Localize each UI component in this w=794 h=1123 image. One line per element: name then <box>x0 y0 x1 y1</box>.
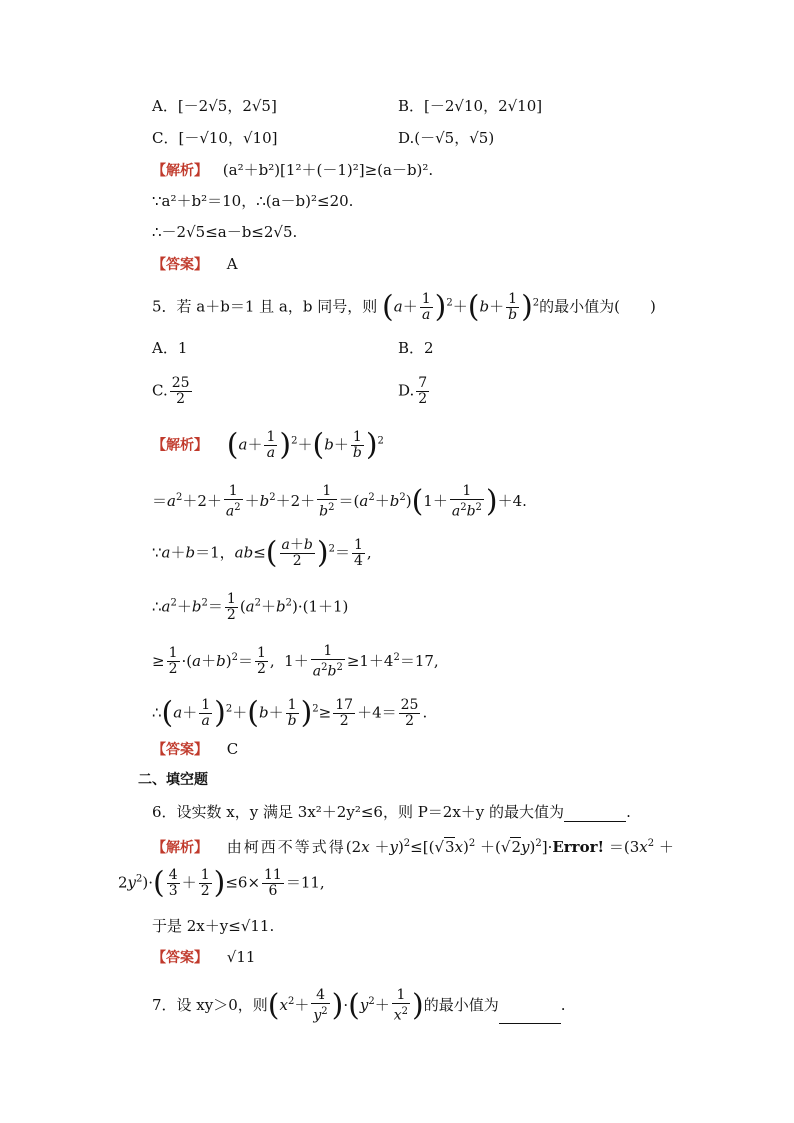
q7-stem-start: 7．设 xy＞0，则 <box>152 995 268 1014</box>
q5-analysis-line-1: 【解析】 (a＋ $\frac{1}{a}$ )$^2$＋(b＋ $\frac{1}{b}$ )$^2$ <box>152 427 384 463</box>
q5-analysis-line-4: $\therefore a^2+b^2=$ $\frac{1}{2}$ $(a^2+b^2)\cdot(1+1)$ <box>152 591 349 623</box>
q4-option-b: B．[－2√10，2√10] <box>398 97 543 115</box>
q4-analysis-line-3: ∴－2√5≤a－b≤2√5. <box>152 223 298 241</box>
q5-option-c-prefix: C. <box>152 381 168 400</box>
analysis-label: 【解析】 <box>152 437 208 454</box>
q5-analysis-line-3: ∵a＋b＝1，ab≤( $\frac{a+b}{2}$ )$^2$＝ $\frac{1}{4}$ , <box>152 535 372 571</box>
q5-analysis-line-5: ≥ $\frac{1}{2}$ $\cdot(a+b)^2=$ $\frac{1}{2}$ , 1＋ $\frac{1}{a^2b^2}$ $\ge 1+4^2=17$, <box>152 643 439 680</box>
analysis-label: 【解析】 <box>152 163 208 179</box>
q5-option-c: C. $\frac{25}{2}$ <box>152 375 190 407</box>
q7-stem-end: 的最小值为 <box>423 995 499 1014</box>
q6-result-eq: ＝11, <box>285 873 325 892</box>
q5-option-d-prefix: D. <box>398 381 415 400</box>
q6-result-le: ≤6× <box>225 873 261 892</box>
q5-option-d: D. $\frac{7}{2}$ <box>398 375 428 407</box>
q6-stem-text: 6．设实数 x，y 满足 3x²＋2y²≤6，则 P＝2x＋y 的最大值为 <box>152 803 565 821</box>
q4-answer-line <box>152 254 238 275</box>
q5-analysis-line-6: ∴(a＋ $\frac{1}{a}$ )$^2$＋(b＋ $\frac{1}{b}$ )$^2$≥ $\frac{17}{2}$ ＋4＝ $\frac{25}{2}$ . <box>152 695 428 731</box>
q6-stem: 6．设实数 x，y 满足 3x²＋2y²≤6，则 P＝2x＋y 的最大值为 . <box>152 803 631 821</box>
q5-option-a: A．1 <box>152 339 188 357</box>
q7-stem: 7．设 xy＞0，则($x^2+$ $\frac{4}{y^2}$ )$\cdot(y^2+$ $\frac{1}{x^2}$ )的最小值为 . <box>152 987 566 1024</box>
q6-answer-line <box>152 947 255 968</box>
q4-analysis-line-2: ∵a²＋b²＝10，∴(a－b)²≤20. <box>152 192 354 210</box>
section-title: 二、填空题 <box>138 772 208 788</box>
q5-option-b: B．2 <box>398 339 434 357</box>
q4-option-c: C．[－√10，√10] <box>152 129 278 147</box>
answer-blank <box>564 807 626 822</box>
q4-option-d: D.(－√5，√5) <box>398 129 495 147</box>
q5-answer-line <box>152 739 238 760</box>
analysis-label: 【解析】 <box>152 840 208 856</box>
answer-blank <box>499 1009 561 1024</box>
q5-answer-value: C <box>226 740 239 758</box>
q6-analysis-line-2: $2y^2)\cdot$( $\frac{4}{3}$ ＋ $\frac{1}{2}$ )≤6× $\frac{11}{6}$ ＝11, <box>118 865 325 901</box>
q4-answer-value: A <box>226 255 238 273</box>
error-text: Error! <box>552 838 605 856</box>
q6-analysis-line-1: 【解析】 由柯西不等式得$(2x +y)^2\le[(√3x)^2$ $+(√2y)^2]\cdot Error$! $=(3x^2$ ＋ <box>152 838 674 856</box>
q5-stem-end: 的最小值为( ) <box>539 297 656 316</box>
q5-stem: 5．若 a＋b＝1 且 a，b 同号，则 (a＋ $\frac{1}{a}$ )$^2$＋(b＋ $\frac{1}{b}$ )$^2$的最小值为( ) <box>152 289 656 325</box>
q4-analysis-text-1: (a²＋b²)[1²＋(－1)²]≥(a－b)². <box>222 161 434 179</box>
answer-label: 【答案】 <box>152 950 208 966</box>
answer-label: 【答案】 <box>152 742 208 758</box>
q5-stem-start: 5．若 a＋b＝1 且 a，b 同号，则 <box>152 297 378 316</box>
answer-label: 【答案】 <box>152 257 208 273</box>
q5-analysis-line-2: $=a^2+2+$ $\frac{1}{a^2}$ $+b^2+2+$ $\frac{1}{b^2}$ $=(a^2+b^2)(1+$ $\frac{1}{a^2b^2}$ )＋4. <box>152 483 527 520</box>
q4-option-a: A．[－2√5，2√5] <box>152 97 277 115</box>
q6-analysis-text: 由柯西不等式得 <box>226 838 346 856</box>
q6-answer-value: √11 <box>226 948 256 966</box>
q6-conclusion: 于是 2x＋y≤√11. <box>152 917 275 935</box>
q4-analysis-line-1 <box>152 160 433 181</box>
